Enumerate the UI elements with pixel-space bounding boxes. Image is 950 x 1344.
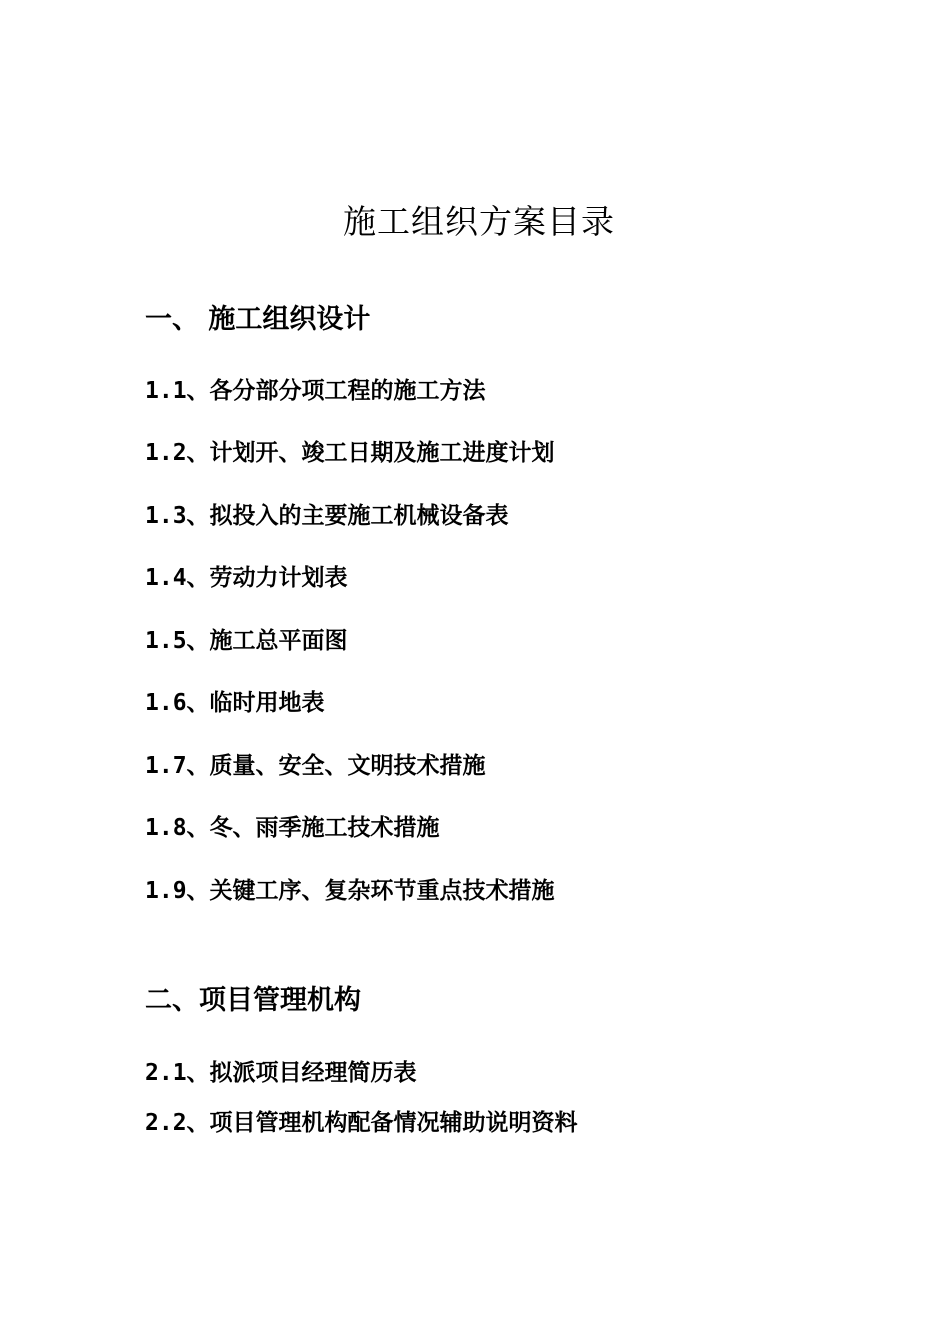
toc-entry-text: 拟投入的主要施工机械设备表 [209, 503, 509, 529]
toc-entry-1-5 [145, 626, 348, 656]
toc-entry-1-4 [145, 563, 348, 593]
toc-entry-text: 冬、雨季施工技术措施 [209, 815, 440, 841]
toc-entry-1-1 [145, 376, 486, 406]
toc-entry-number: 1.7、 [145, 753, 210, 779]
toc-entry-number: 1.6、 [145, 690, 210, 716]
toc-entry-number: 1.2、 [145, 440, 210, 466]
toc-entry-number: 1.8、 [145, 815, 210, 841]
toc-entry-1-6 [145, 688, 325, 718]
toc-entry-number: 1.3、 [145, 503, 210, 529]
toc-entry-text: 临时用地表 [209, 690, 325, 716]
toc-entry-1-8 [145, 813, 440, 843]
toc-entry-text: 劳动力计划表 [209, 565, 348, 591]
toc-entry-text: 项目管理机构配备情况辅助说明资料 [209, 1110, 578, 1136]
toc-entry-number: 1.9、 [145, 878, 210, 904]
page-title: 施工组织方案目录 [343, 202, 615, 241]
toc-entry-1-3 [145, 501, 509, 531]
toc-entry-number: 1.5、 [145, 628, 210, 654]
toc-entry-1-7 [145, 751, 486, 781]
toc-entry-1-2 [145, 438, 555, 468]
toc-entry-text: 关键工序、复杂环节重点技术措施 [209, 878, 555, 904]
toc-entry-number: 2.1、 [145, 1060, 210, 1086]
toc-entry-text: 各分部分项工程的施工方法 [209, 378, 486, 404]
toc-entry-text: 质量、安全、文明技术措施 [209, 753, 486, 779]
toc-entry-number: 2.2、 [145, 1110, 210, 1136]
toc-entry-2-1 [145, 1058, 417, 1088]
toc-entry-text: 计划开、竣工日期及施工进度计划 [209, 440, 555, 466]
toc-entry-number: 1.4、 [145, 565, 210, 591]
toc-entry-1-9 [145, 876, 555, 906]
section-heading-1: 一、 施工组织设计 [145, 304, 371, 335]
toc-entry-2-2 [145, 1108, 578, 1138]
toc-entry-text: 施工总平面图 [209, 628, 348, 654]
section-heading-2: 二、项目管理机构 [145, 985, 361, 1016]
toc-entry-text: 拟派项目经理简历表 [209, 1060, 417, 1086]
toc-entry-number: 1.1、 [145, 378, 210, 404]
